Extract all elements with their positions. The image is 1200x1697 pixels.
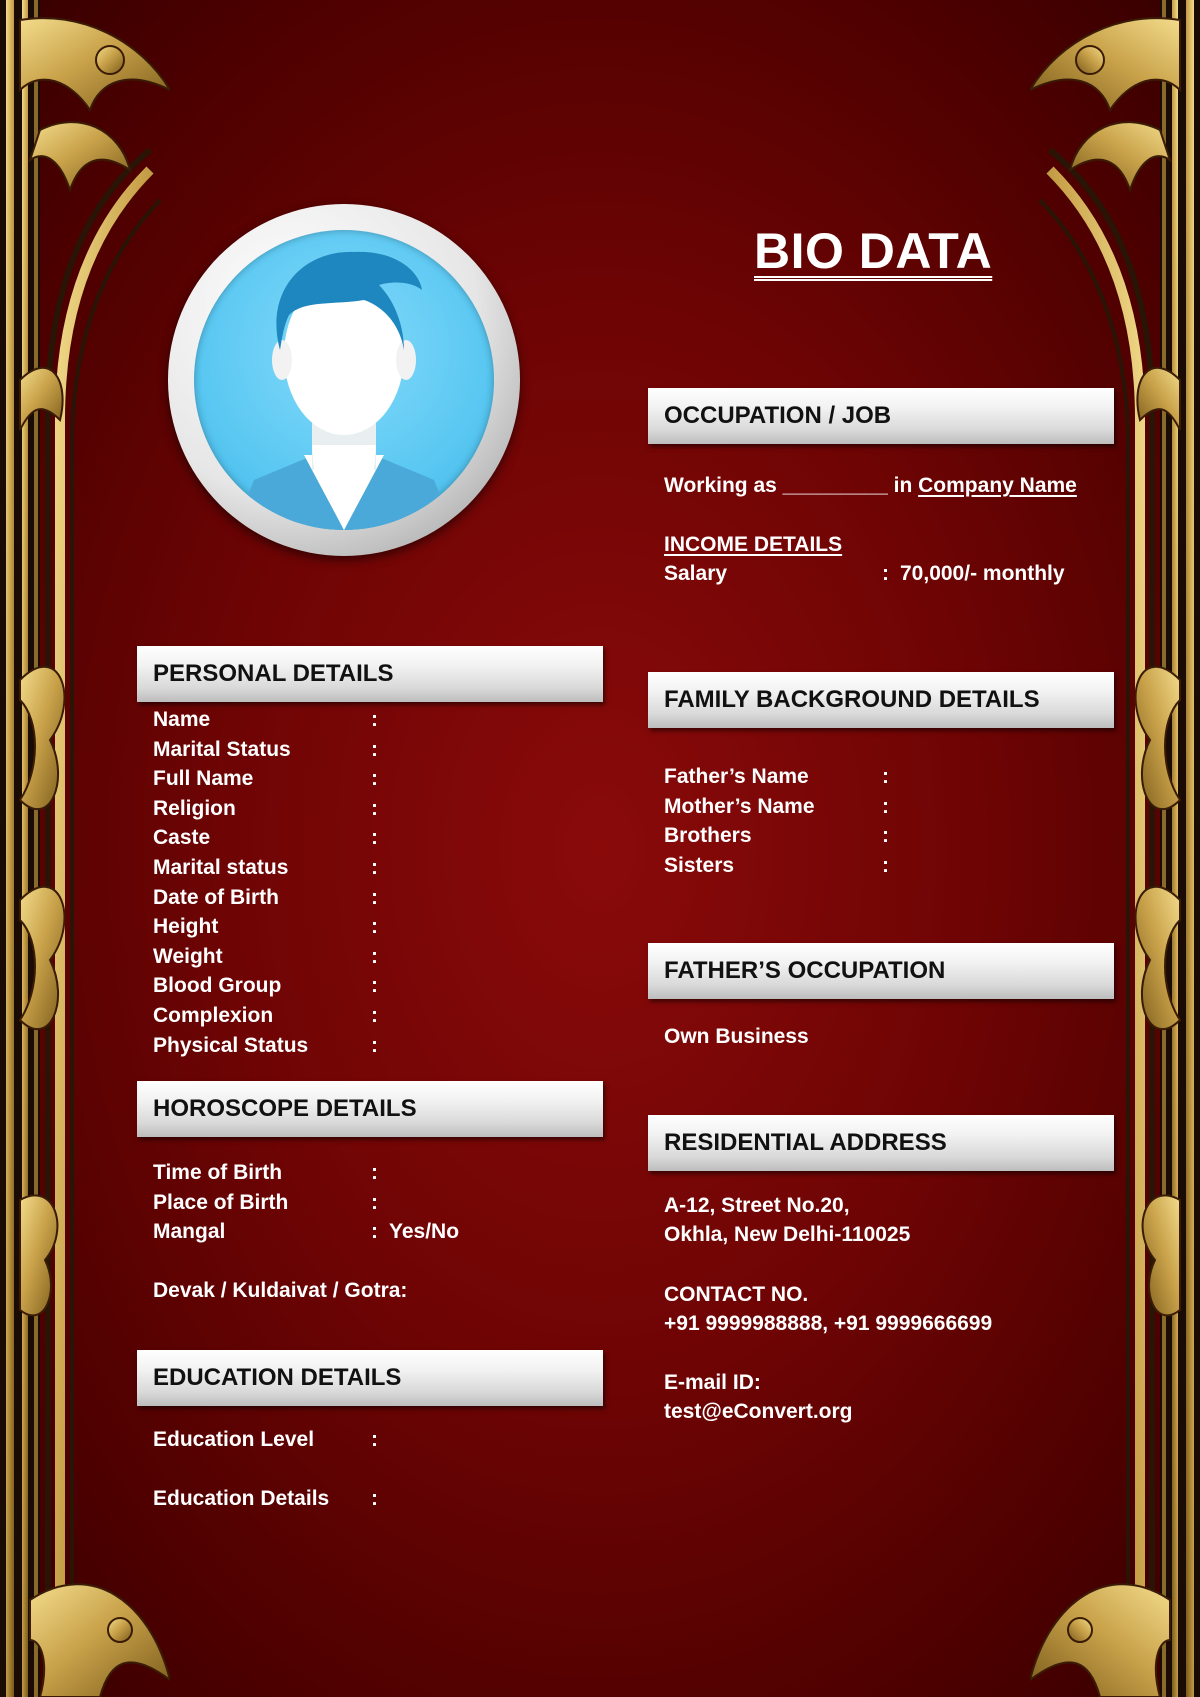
education-label: Education Details [153,1487,330,1510]
education-colon: : [371,1487,378,1510]
horoscope-details-header: HOROSCOPE DETAILS [137,1081,603,1137]
horoscope-value: Yes/No [389,1220,460,1244]
personal-label: Full Name [153,767,254,791]
family-label: Sisters [664,853,735,877]
email-value: test@eConvert.org [664,1400,853,1423]
personal-colon: : [371,1033,378,1057]
personal-label: Complexion [153,1004,274,1027]
family-colon: : [882,853,889,877]
ornate-border-right-icon [1030,0,1200,1697]
personal-label: Name [153,708,211,731]
education-colon: : [371,1428,378,1451]
family-colon: : [882,765,889,788]
occupation-header: OCCUPATION / JOB [648,388,1114,444]
horoscope-colon: : [371,1190,378,1214]
personal-colon: : [371,885,378,909]
personal-colon: : [371,944,378,968]
salary-colon: : [882,562,889,585]
horoscope-label: Place of Birth [153,1190,289,1214]
salary-label: Salary [664,562,728,585]
personal-label: Religion [153,796,236,820]
income-details-heading: INCOME DETAILS [664,533,843,556]
salary-value: 70,000/- monthly [900,562,1065,585]
horoscope-colon: : [371,1161,378,1184]
family-label: Mother’s Name [664,794,815,818]
family-background-header: FAMILY BACKGROUND DETAILS [648,672,1114,728]
personal-label: Weight [153,944,223,968]
personal-details-header: PERSONAL DETAILS [137,646,603,702]
working-in-label: in [893,474,913,497]
family-label: Brothers [664,824,752,848]
residential-address-header: RESIDENTIAL ADDRESS [648,1115,1114,1171]
personal-colon: : [371,708,378,731]
personal-label: Physical Status [153,1033,309,1057]
gotra-label: Devak / Kuldaivat / Gotra: [153,1279,408,1302]
personal-colon: : [371,796,378,820]
education-details-header: EDUCATION DETAILS [137,1350,603,1406]
personal-label: Marital Status [153,737,291,761]
personal-colon: : [371,767,378,791]
profile-photo-frame [168,204,520,556]
personal-colon: : [371,974,378,998]
personal-colon: : [371,856,378,879]
personal-colon: : [371,826,378,850]
ornate-border-left-icon [0,0,170,1697]
horoscope-label: Mangal [153,1220,226,1244]
personal-colon: : [371,1004,378,1027]
family-colon: : [882,824,889,848]
working-as-label: Working as [664,474,777,497]
email-label: E-mail ID: [664,1371,761,1394]
horoscope-colon: : [371,1220,378,1244]
personal-label: Marital status [153,856,289,879]
family-label: Father’s Name [664,765,809,788]
page-title: BIO DATA [754,223,993,279]
company-name: Company Name [918,474,1077,497]
personal-colon: : [371,915,378,939]
job-title-blank: _________ [782,474,888,497]
address-line-1: A-12, Street No.20, [664,1194,850,1217]
male-avatar-icon [194,230,494,530]
education-label: Education Level [153,1428,315,1451]
contact-value: +91 9999988888, +91 9999666699 [664,1312,993,1335]
address-line-2: Okhla, New Delhi-110025 [664,1223,911,1246]
father-occupation-header: FATHER’S OCCUPATION [648,943,1114,999]
personal-colon: : [371,737,378,761]
horoscope-label: Time of Birth [153,1161,283,1184]
working-as-line [664,474,1077,498]
personal-label: Blood Group [153,974,282,998]
personal-label: Height [153,915,219,939]
personal-label: Caste [153,826,211,850]
personal-label: Date of Birth [153,885,279,909]
contact-label: CONTACT NO. [664,1283,809,1306]
father-occupation-text: Own Business [664,1025,809,1048]
family-colon: : [882,794,889,818]
